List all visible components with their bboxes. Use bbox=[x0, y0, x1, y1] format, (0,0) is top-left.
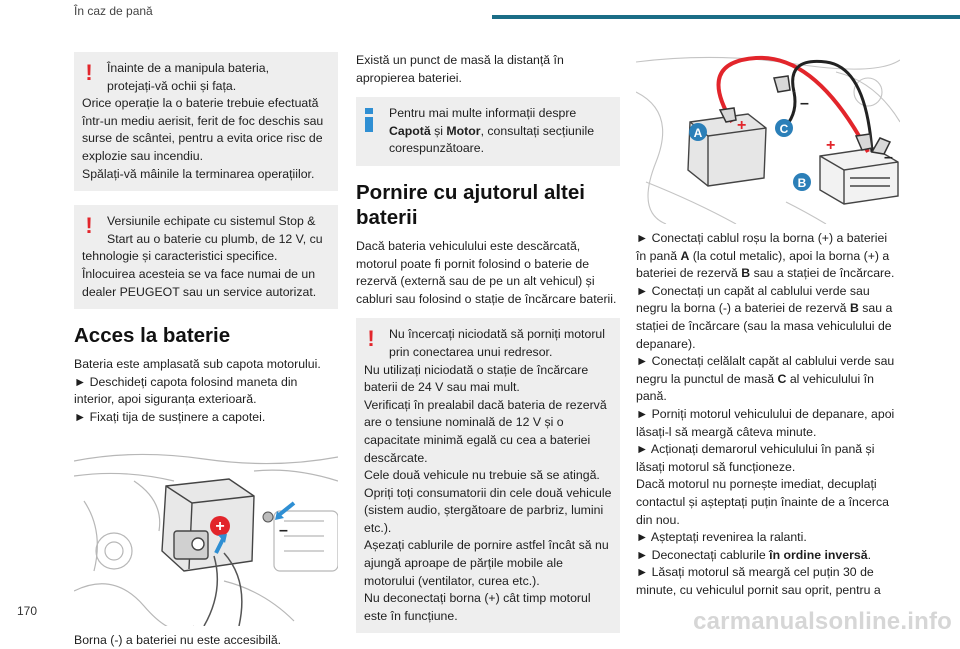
instruction-step: ► Deconectați cablurile în ordine inversă. bbox=[636, 547, 900, 565]
paragraph: Dacă bateria vehiculului este descărcată, motorul poate fi pornit folosind o baterie de rezervă (externă sau de pe un alt vehicul) și cabluri sau folosind o stație de încărcare baterii. bbox=[356, 238, 620, 308]
warning-text: tehnologie și caracteristici specifice. bbox=[82, 248, 330, 266]
instruction-list bbox=[636, 230, 900, 599]
warning-text: Orice operație la o baterie trebuie efectuată într-un mediu aerisit, ferit de foc deschis sau surse de scântei, pentru a evita orice risc de explozie sau incendiu. bbox=[82, 95, 330, 165]
plus-sign: + bbox=[215, 518, 224, 535]
warning-icon: ! bbox=[366, 328, 376, 350]
instruction-step: ► Deschideți capota folosind maneta din interior, apoi siguranța exterioară. bbox=[74, 374, 338, 409]
info-text: Pentru mai multe informații despre bbox=[364, 105, 612, 123]
warning-text: Versiunile echipate cu sistemul Stop & bbox=[82, 213, 330, 231]
warning-text: Înainte de a manipula bateria, bbox=[82, 60, 330, 78]
info-box bbox=[356, 97, 620, 166]
warning-text: Nu încercați niciodată să porniți motorul bbox=[364, 326, 612, 344]
warning-icon: ! bbox=[84, 62, 94, 84]
instruction-step: ► Conectați un capăt al cablului verde sau negru la borna (-) a bateriei de rezervă B sau a stației de încărcare (sau la masa vehiculului de depanare). bbox=[636, 283, 900, 353]
warning-text: Spălați-vă mâinile la terminarea operațiilor. bbox=[82, 166, 330, 184]
warning-text: Verificați în prealabil dacă bateria de rezervă are o tensiune nominală de 12 V și o capacitate minimă egală cu cea a bateriei descărcate. bbox=[364, 397, 612, 467]
watermark: carmanualsonline.info bbox=[693, 608, 952, 636]
instruction-step: ► Conectați celălalt capăt al cablului verde sau negru la punctul de masă C al vehiculului în pană. bbox=[636, 353, 900, 406]
warning-text: Nu utilizați niciodată o stație de încărcare baterii de 24 V sau mai mult. bbox=[364, 362, 612, 397]
warning-text: Start au o baterie cu plumb, de 12 V, cu bbox=[82, 231, 330, 249]
minus-sign: – bbox=[884, 149, 893, 166]
warning-box-jump-start bbox=[356, 318, 620, 633]
minus-sign: – bbox=[279, 522, 288, 539]
paragraph: Bateria este amplasată sub capota motorului. bbox=[74, 356, 338, 374]
plus-sign: + bbox=[826, 137, 835, 154]
instruction-step: ► Conectați cablul roșu la borna (+) a bateriei în pană A (la cotul metalic), apoi la borna (+) a bateriei de rezervă B sau a stației de încărcare. bbox=[636, 230, 900, 283]
figure-caption: Borna (-) a bateriei nu este accesibilă. bbox=[74, 632, 338, 649]
instruction-step: ► Porniți motorul vehiculului de depanare, apoi lăsați-l să meargă câteva minute. bbox=[636, 406, 900, 441]
plus-sign: + bbox=[737, 117, 746, 134]
section-heading: Pornire cu ajutorul altei baterii bbox=[356, 180, 620, 230]
warning-text: prin conectarea unui redresor. bbox=[364, 344, 612, 362]
label-b: B bbox=[798, 176, 807, 190]
warning-text: protejați-vă ochii și fața. bbox=[82, 78, 330, 96]
instruction-step: ► Acționați demarorul vehiculului în pană și lăsați motorul să funcționeze. bbox=[636, 441, 900, 476]
column-middle bbox=[356, 52, 620, 647]
column-right bbox=[636, 52, 900, 599]
warning-text: Nu deconectați borna (+) cât timp motorul este în funcțiune. bbox=[364, 590, 612, 625]
section-heading: Acces la baterie bbox=[74, 323, 338, 348]
instruction-step: ► Fixați tija de susținere a capotei. bbox=[74, 409, 338, 427]
battery-access-illustration bbox=[74, 441, 338, 626]
minus-sign: – bbox=[800, 95, 809, 112]
warning-icon: ! bbox=[84, 215, 94, 237]
info-text: Capotă și Motor, consultați secțiunile corespunzătoare. bbox=[364, 123, 612, 158]
paragraph: Dacă motorul nu pornește imediat, decuplați contactul și așteptați puțin înainte de a încerca din nou. bbox=[636, 476, 900, 529]
warning-text: Opriți toți consumatorii din cele două vehicule (sistem audio, ștergătoare de parbriz, lumini etc.). bbox=[364, 485, 612, 538]
instruction-step: ► Așteptați revenirea la ralanti. bbox=[636, 529, 900, 547]
info-icon bbox=[365, 108, 373, 132]
warning-text: Înlocuirea acesteia se va face numai de un dealer PEUGEOT sau un service autorizat. bbox=[82, 266, 330, 301]
instruction-step: ► Lăsați motorul să meargă cel puțin 30 de minute, cu vehiculul pornit sau oprit, pentru a bbox=[636, 564, 900, 599]
warning-text: Cele două vehicule nu trebuie să se atingă. bbox=[364, 467, 612, 485]
jump-start-illustration bbox=[636, 52, 900, 224]
column-left bbox=[74, 52, 338, 649]
paragraph: Există un punct de masă la distanță în apropierea bateriei. bbox=[356, 52, 620, 87]
warning-text: Așezați cablurile de pornire astfel încât să nu ajungă aproape de părțile mobile ale motorului (ventilator, curea etc.). bbox=[364, 537, 612, 590]
section-title: În caz de pană bbox=[74, 4, 153, 18]
arrow-icon bbox=[279, 503, 294, 515]
warning-box-stop-start bbox=[74, 205, 338, 309]
warning-box-battery-safety bbox=[74, 52, 338, 191]
header-accent-bar bbox=[492, 15, 960, 19]
page-number: 170 bbox=[17, 604, 37, 618]
label-a: A bbox=[694, 126, 703, 140]
label-c: C bbox=[780, 122, 789, 136]
